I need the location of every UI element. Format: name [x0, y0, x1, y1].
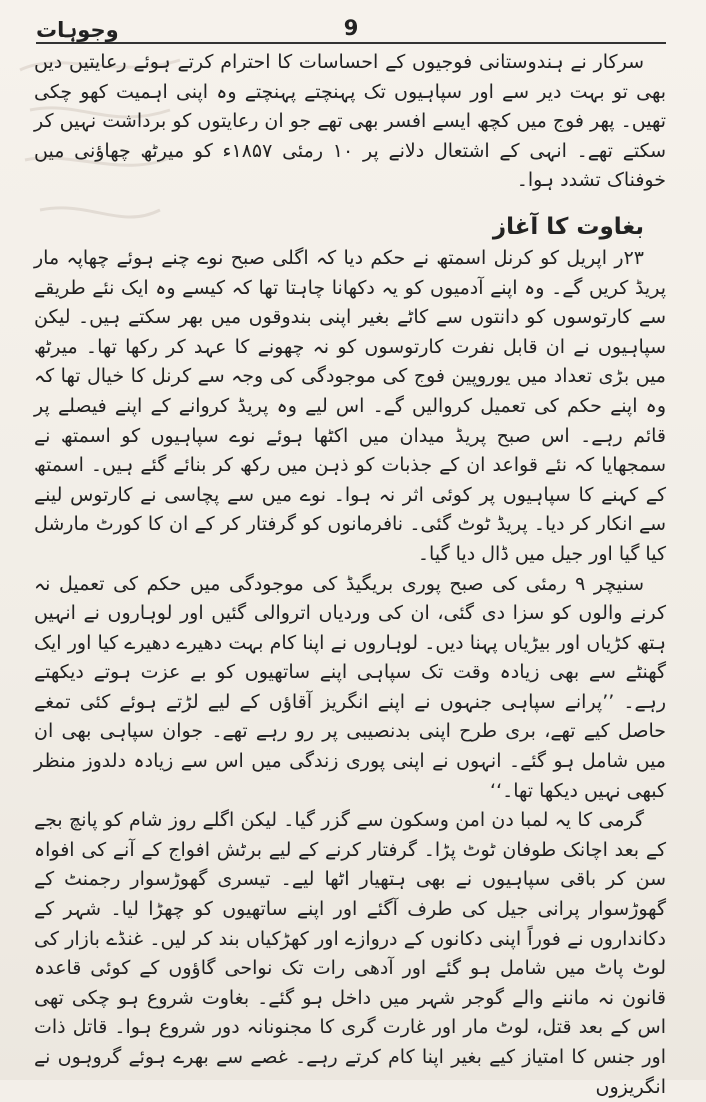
running-head: وجوہات — [36, 18, 119, 42]
paragraph: گرمی کا یہ لمبا دن امن وسکون سے گزر گیا۔ لیکن اگلے روز شام کو پانچ بجے کے بعد اچانک طوفان ٹوٹ پڑا۔ گرفتار کرنے کے لیے برٹش افواج کے آنے کی افواہ سن کر باقی سپاہیوں نے بھی ہتھیار اٹھا لیے۔ تیسری گھوڑسوار رجمنٹ کے گھوڑسوار پرانی جیل کی طرف آگئے اور اپنے ساتھیوں کو چھڑا لیا۔ شہر کے دکانداروں نے فوراً اپنی دکانوں کے دروازے اور کھڑکیاں بند کر لیں۔ غنڈے بازار کی لوٹ پاٹ میں شامل ہو گئے اور آدھی رات تک نواحی گاؤوں کے کوئی قاعدہ قانون نہ ماننے والے گوجر شہر میں داخل ہو گئے۔ بغاوت شروع ہو چکی تھی اس کے بعد قتل، لوٹ مار اور غارت گری کا مجنونانہ دور شروع ہوا۔ قاتل ذات اور جنس کا امتیاز کیے بغیر اپنا کام کرتے رہے۔ غصے سے بھرے ہوئے گروہوں نے انگریزوں — [34, 809, 666, 1098]
page-header — [36, 16, 666, 44]
spacer — [34, 196, 666, 210]
page-number: 9 — [343, 16, 359, 40]
page-body — [34, 48, 667, 1098]
section-heading: بغاوت کا آغاز — [492, 213, 644, 240]
paragraph: ۲۳ر اپریل کو کرنل اسمتھ نے حکم دیا کہ اگلی صبح نوے چنے ہوئے چھاپہ مار پریڈ کریں گے۔ وہ اپنے آدمیوں کو یہ دکھانا چاہتا تھا کہ کیسے وہ ایک نئے طریقے سے کارتوسوں کو دانتوں سے کاٹے بغیر اپنی بندوقوں میں بھر سکتے ہیں۔ لیکن سپاہیوں نے ان قابل نفرت کارتوسوں کو نہ چھونے کا عہد کر رکھا تھا۔ میرٹھ میں بڑی تعداد میں یوروپین فوج کی موجودگی کی وجہ سے کرنل کا خیال تھا کہ وہ اپنے حکم کی تعمیل کروالیں گے۔ اس لیے وہ پریڈ کروانے کے اپنے فیصلے پر قائم رہے۔ اس صبح پریڈ میدان میں اکٹھا ہوئے نوے سپاہیوں کو اسمتھ نے سمجھایا کہ نئے قواعد ان کے جذبات کو ذہن میں رکھ کر بنائے گئے ہیں۔ اسمتھ کے کہنے کا سپاہیوں پر کوئی اثر نہ ہوا۔ نوے میں سے پچاسی نے کارتوس لینے سے انکار کر دیا۔ پریڈ ٹوٹ گئی۔ نافرمانوں کو گرفتار کر کے ان کا کورٹ مارشل کیا گیا اور جیل میں ڈال دیا گیا۔ — [34, 246, 666, 565]
paragraph: سنیچر ۹ رمئی کی صبح پوری بریگیڈ کی موجودگی میں حکم کی تعمیل نہ کرنے والوں کو سزا دی گئی، ان کی وردیاں اتروالی گئیں اور لوہاروں نے انہیں ہتھ کڑیاں اور بیڑیاں پہنا دیں۔ لوہاروں نے اپنا کام بہت دھیرے دھیرے کیا اور ایک گھنٹے سے بھی زیادہ وقت تک سپاہی اپنے ساتھیوں کو بے عزت ہوتے دیکھتے رہے۔ ’’پرانے سپاہی جنہوں نے اپنے انگریز آقاؤں کے لیے لڑتے ہوئے کئی تمغے حاصل کیے تھے، بری طرح اپنی بدنصیبی پر رو رہے تھے۔ جوان سپاہی بھی ان میں شامل ہو گئے۔ انہوں نے اپنی پوری زندگی میں اس سے زیادہ دلدوز منظر کبھی نہیں دیکھا تھا۔‘‘ — [34, 572, 666, 802]
paragraph: سرکار نے ہندوستانی فوجیوں کے احساسات کا احترام کرتے ہوئے رعایتیں دیں بھی تو بہت دیر سے اور سپاہیوں تک پہنچتے پہنچتے وہ اپنی اہمیت کھو چکی تھیں۔ پھر فوج میں کچھ ایسے افسر بھی تھے جو ان رعایتوں کو برداشت نہیں کر سکتے تھے۔ انہی کے اشتعال دلانے پر ۱۰ رمئی ۱۸۵۷ء کو میرٹھ چھاؤنی میں خوفناک تشدد ہوا۔ — [34, 51, 667, 192]
